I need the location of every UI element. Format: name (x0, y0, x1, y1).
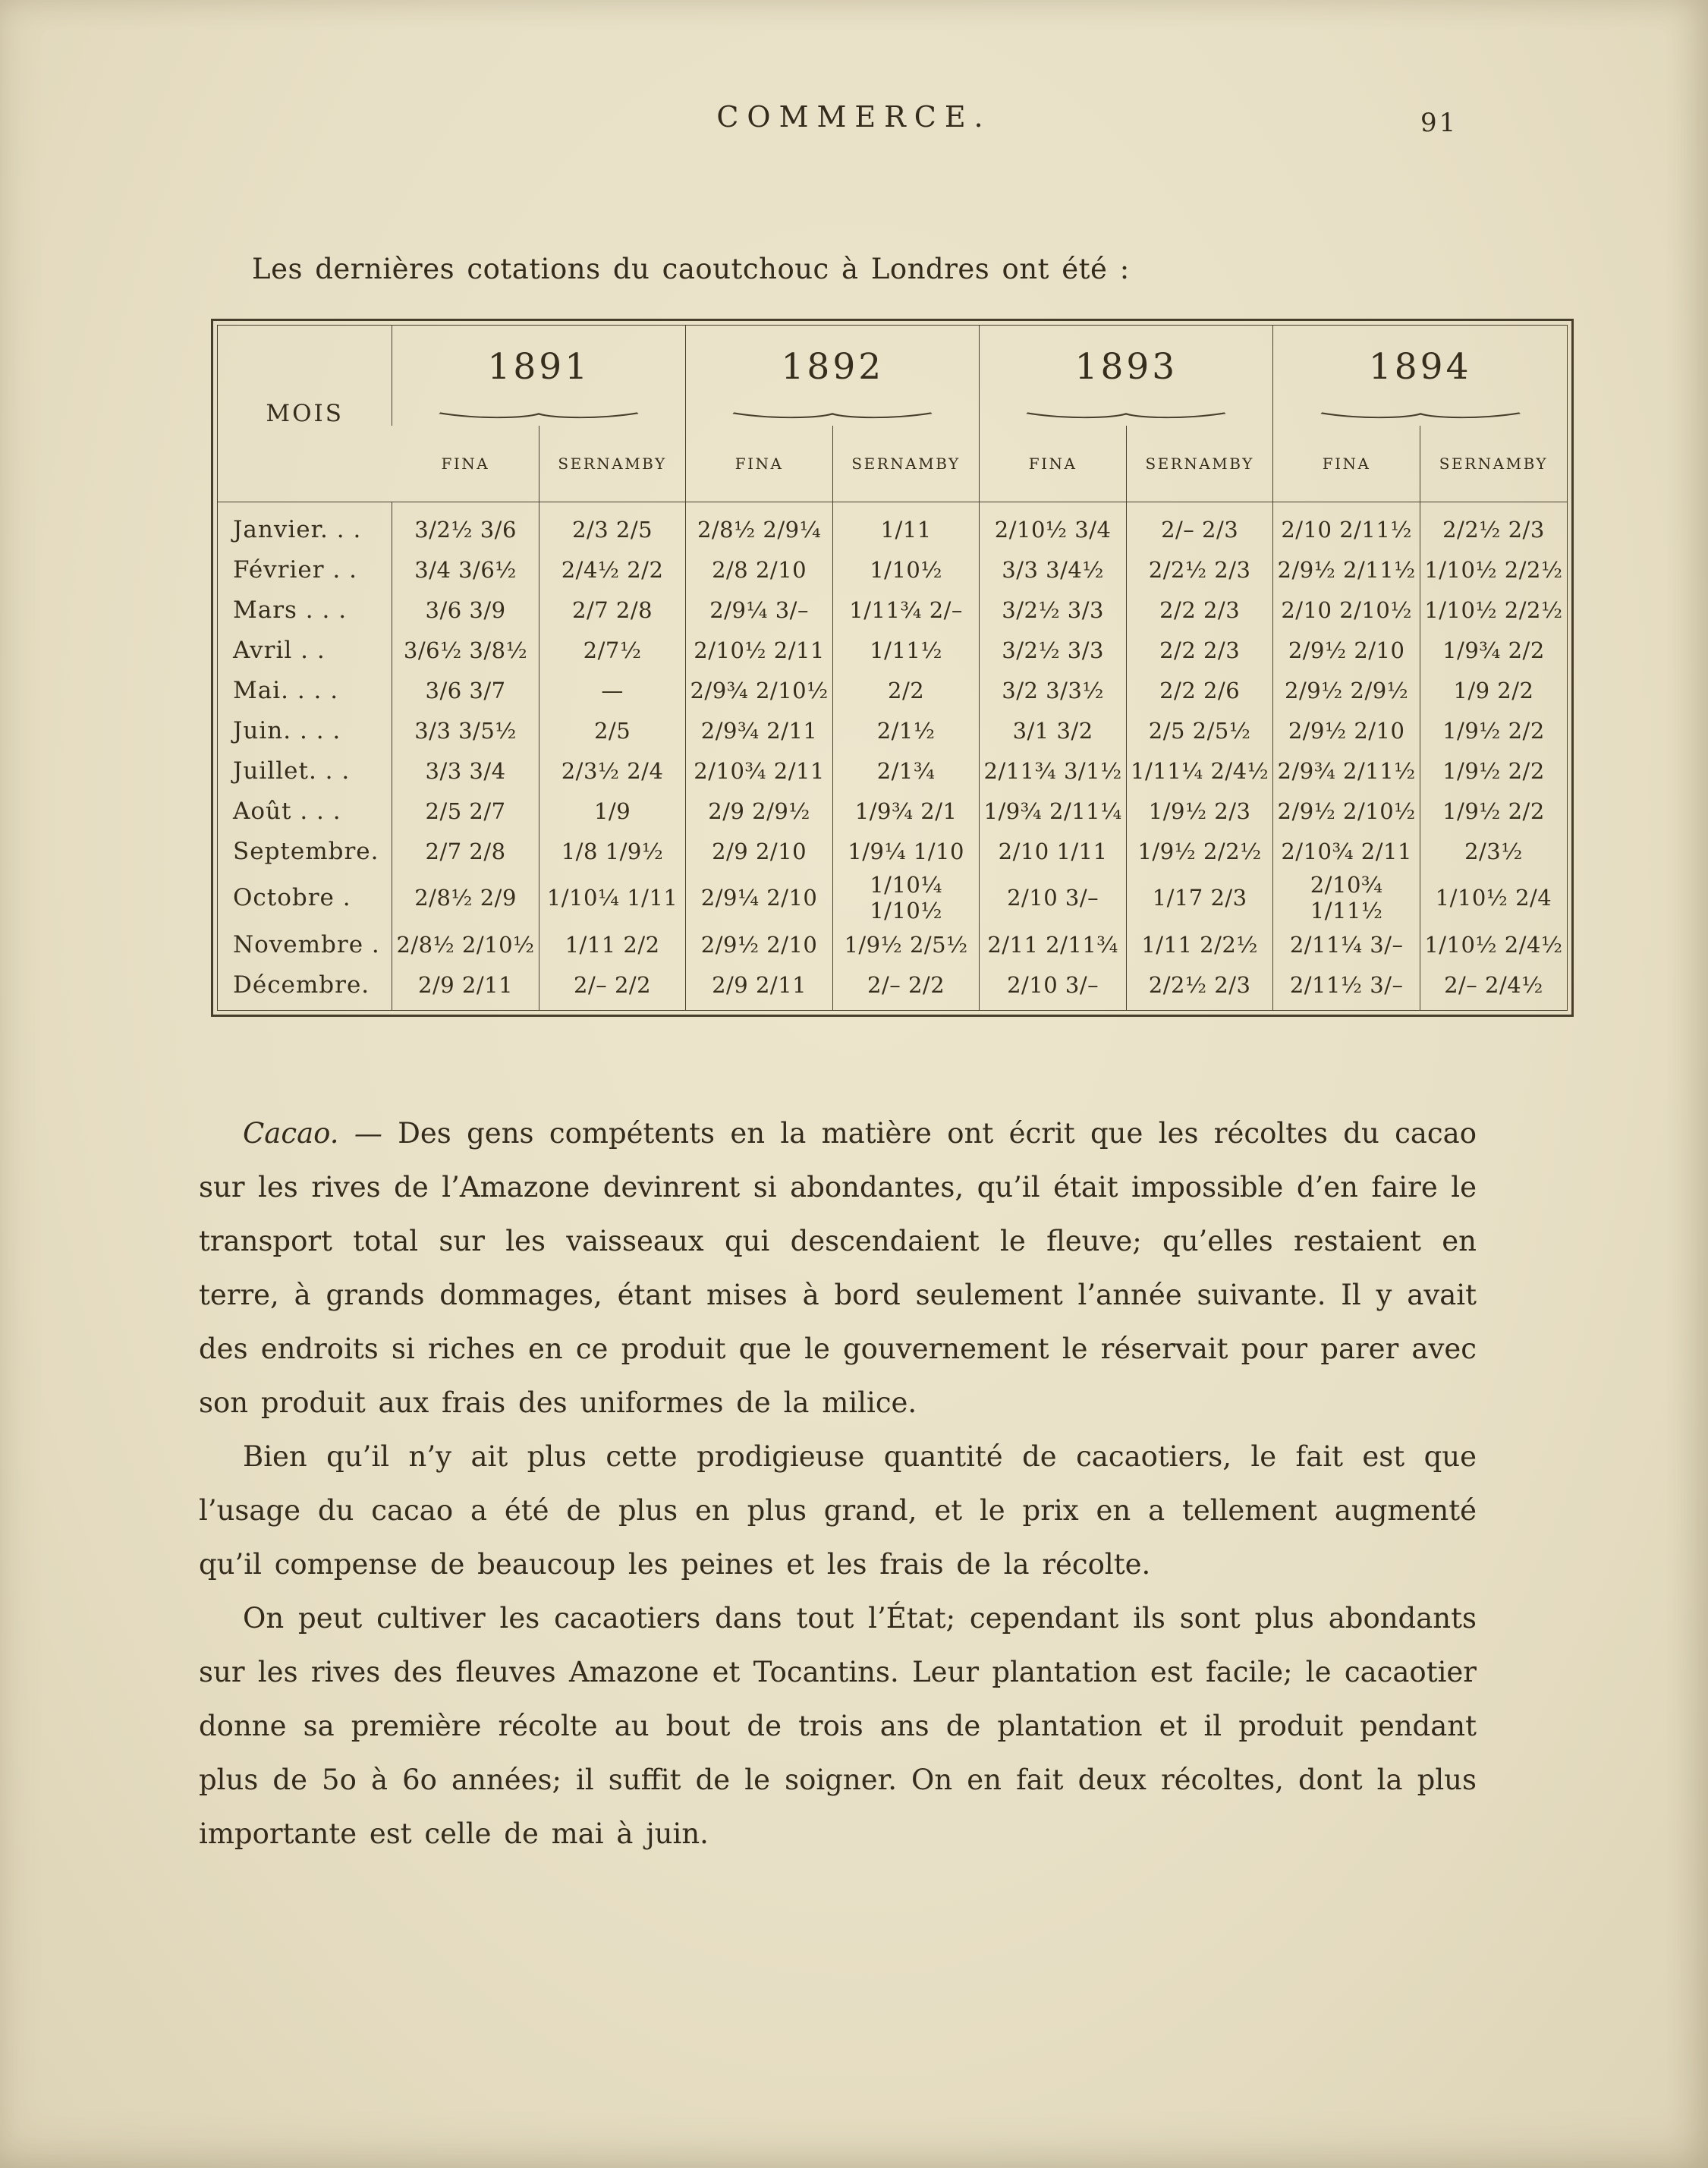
year-label: 1891 (487, 346, 591, 388)
month-cell: Octobre . (233, 884, 351, 911)
page-number: 91 (1420, 108, 1458, 138)
value-cell: 2/11¾ 3/1½ (980, 750, 1127, 791)
value-cell: 2/2 (832, 670, 980, 710)
value-cell: 2/8½ 2/9¼ (686, 502, 833, 550)
value-cell: 1/11¾ 2/– (832, 590, 980, 630)
running-head (0, 100, 1708, 138)
value-cell: 2/– 2/2 (832, 964, 980, 1010)
value-cell: 2/9¼ 2/10 (686, 871, 833, 924)
value-cell: 2/2 2/3 (1126, 630, 1273, 670)
value-cell: 1/10½ 2/2½ (1420, 590, 1567, 630)
month-cell: Septembre. (233, 837, 379, 865)
quotations-table-inner-border (217, 325, 1568, 1011)
value-cell: 1/9½ 2/2 (1420, 791, 1567, 831)
year-brace-icon (1021, 410, 1231, 420)
value-cell: 2/9 2/10 (686, 831, 833, 871)
value-cell: 3/2½ 3/6 (392, 502, 539, 550)
month-cell: Avril . . (233, 636, 326, 664)
year-header-1894 (1273, 326, 1567, 426)
year-brace-icon (433, 410, 644, 420)
subheader-sernamby: SERNAMBY (1126, 426, 1273, 502)
value-cell: 3/4 3/6½ (392, 549, 539, 590)
value-cell: 2/2 2/6 (1126, 670, 1273, 710)
value-cell: 1/10½ 2/2½ (1420, 549, 1567, 590)
value-cell: 1/17 2/3 (1126, 871, 1273, 924)
table-row (218, 791, 1567, 831)
value-cell: 2/1¾ (832, 750, 980, 791)
value-cell: 1/9¼ 1/10 (832, 831, 980, 871)
value-cell: 1/11 2/2½ (1126, 924, 1273, 964)
value-cell: 2/– 2/3 (1126, 502, 1273, 550)
table-row (218, 502, 1567, 550)
table-row (218, 924, 1567, 964)
paragraph-text: Des gens compétents en la matière ont écrit que les récoltes du cacao sur les rives de l’Amazone devinrent si abondantes, qu’il était impossible d’en faire le transport total sur les vaisseaux qui descendaient le fleuve; qu’elles restaient en terre, à grands dommages, étant mises à bord seulement l’année suivante. Il y avait des endroits si riches en ce produit que le gouvernement le réservait pour parer avec son produit aux frais des uniformes de la milice. (199, 1117, 1477, 1419)
value-cell: — (539, 670, 686, 710)
paragraph (199, 1591, 1477, 1861)
value-cell: 3/6 3/7 (392, 670, 539, 710)
year-brace-icon (727, 410, 938, 420)
value-cell: 1/11 (832, 502, 980, 550)
value-cell: 3/3 3/4 (392, 750, 539, 791)
value-cell: 2/9¾ 2/11½ (1273, 750, 1420, 791)
value-cell: 2/9½ 2/10 (1273, 630, 1420, 670)
quotations-table (218, 326, 1567, 1010)
value-cell: 1/11 2/2 (539, 924, 686, 964)
value-cell: 1/9½ 2/3 (1126, 791, 1273, 831)
year-label: 1894 (1368, 346, 1472, 388)
value-cell: 2/7½ (539, 630, 686, 670)
value-cell: 2/8½ 2/10½ (392, 924, 539, 964)
year-label: 1893 (1074, 346, 1178, 388)
subheader-row (218, 426, 1567, 502)
subheader-fina: FINA (1273, 426, 1420, 502)
value-cell: 2/2½ 2/3 (1126, 964, 1273, 1010)
value-cell: 2/4½ 2/2 (539, 549, 686, 590)
page-header-title: COMMERCE. (716, 100, 992, 134)
cacao-lead: Cacao. — (243, 1117, 382, 1150)
table-row (218, 964, 1567, 1010)
body-text (199, 1106, 1477, 1861)
value-cell: 3/2 3/3½ (980, 670, 1127, 710)
month-cell: Janvier. . . (233, 515, 362, 543)
paragraph-text: Bien qu’il n’y ait plus cette prodigieuse quantité de cacaotiers, le fait est que l’usage du cacao a été de plus en plus grand, et le prix en a tellement augmenté qu’il compense de beaucoup les peines et les frais de la récolte. (199, 1440, 1477, 1581)
value-cell: 1/10½ 2/4½ (1420, 924, 1567, 964)
table-row (218, 831, 1567, 871)
value-cell: 2/10¾ 2/11 (686, 750, 833, 791)
subheader-fina: FINA (980, 426, 1127, 502)
value-cell: 2/9½ 2/10 (1273, 710, 1420, 750)
value-cell: 2/5 2/5½ (1126, 710, 1273, 750)
value-cell: 2/5 2/7 (392, 791, 539, 831)
value-cell: 2/10 2/11½ (1273, 502, 1420, 550)
month-cell: Juillet. . . (233, 757, 351, 785)
value-cell: 2/11½ 3/– (1273, 964, 1420, 1010)
value-cell: 2/– 2/4½ (1420, 964, 1567, 1010)
value-cell: 3/3 3/4½ (980, 549, 1127, 590)
value-cell: 1/9¾ 2/2 (1420, 630, 1567, 670)
value-cell: 1/9¾ 2/1 (832, 791, 980, 831)
month-cell: Août . . . (233, 797, 341, 825)
value-cell: 2/11 2/11¾ (980, 924, 1127, 964)
value-cell: 1/11¼ 2/4½ (1126, 750, 1273, 791)
value-cell: 2/1½ (832, 710, 980, 750)
value-cell: 2/3½ 2/4 (539, 750, 686, 791)
value-cell: 2/10½ 3/4 (980, 502, 1127, 550)
month-cell: Mai. . . . (233, 676, 339, 704)
year-header-1891 (392, 326, 686, 426)
value-cell: 2/10¾ 1/11½ (1273, 871, 1420, 924)
value-cell: 2/2½ 2/3 (1126, 549, 1273, 590)
value-cell: 2/8 2/10 (686, 549, 833, 590)
value-cell: 2/10 1/11 (980, 831, 1127, 871)
month-cell: Mars . . . (233, 596, 348, 624)
value-cell: 1/10½ (832, 549, 980, 590)
table-row (218, 630, 1567, 670)
value-cell: 2/10¾ 2/11 (1273, 831, 1420, 871)
year-header-row (218, 326, 1567, 426)
quotations-table-frame (211, 319, 1574, 1017)
value-cell: 2/10 3/– (980, 871, 1127, 924)
value-cell: 2/7 2/8 (539, 590, 686, 630)
value-cell: 2/9¼ 3/– (686, 590, 833, 630)
value-cell: 3/3 3/5½ (392, 710, 539, 750)
intro-line: Les dernières cotations du caoutchouc à Londres ont été : (252, 253, 1130, 285)
value-cell: 2/5 (539, 710, 686, 750)
value-cell: 3/6 3/9 (392, 590, 539, 630)
value-cell: 1/8 1/9½ (539, 831, 686, 871)
table-row (218, 710, 1567, 750)
value-cell: 1/9 2/2 (1420, 670, 1567, 710)
paragraph (199, 1430, 1477, 1591)
value-cell: 2/9¾ 2/11 (686, 710, 833, 750)
value-cell: 1/9½ 2/2 (1420, 710, 1567, 750)
value-cell: 1/10½ 2/4 (1420, 871, 1567, 924)
value-cell: 1/9½ 2/2½ (1126, 831, 1273, 871)
value-cell: 1/9½ 2/5½ (832, 924, 980, 964)
value-cell: 3/6½ 3/8½ (392, 630, 539, 670)
value-cell: 2/3½ (1420, 831, 1567, 871)
subheader-sernamby: SERNAMBY (1420, 426, 1567, 502)
value-cell: 2/9½ 2/10 (686, 924, 833, 964)
value-cell: 1/9¾ 2/11¼ (980, 791, 1127, 831)
value-cell: 1/10¼ 1/10½ (832, 871, 980, 924)
value-cell: 1/11½ (832, 630, 980, 670)
value-cell: 3/1 3/2 (980, 710, 1127, 750)
year-header-1892 (686, 326, 980, 426)
value-cell: 2/2 2/3 (1126, 590, 1273, 630)
value-cell: 2/– 2/2 (539, 964, 686, 1010)
month-cell: Février . . (233, 555, 357, 584)
value-cell: 2/11¼ 3/– (1273, 924, 1420, 964)
subheader-sernamby: SERNAMBY (832, 426, 980, 502)
subheader-fina: FINA (686, 426, 833, 502)
table-body (218, 502, 1567, 1011)
value-cell: 3/2½ 3/3 (980, 590, 1127, 630)
value-cell: 2/3 2/5 (539, 502, 686, 550)
month-cell: Juin. . . . (233, 716, 341, 744)
month-cell: Décembre. (233, 971, 370, 999)
table-row (218, 590, 1567, 630)
value-cell: 2/2½ 2/3 (1420, 502, 1567, 550)
value-cell: 2/9½ 2/9½ (1273, 670, 1420, 710)
year-label: 1892 (781, 346, 885, 388)
value-cell: 2/9 2/9½ (686, 791, 833, 831)
value-cell: 2/10½ 2/11 (686, 630, 833, 670)
value-cell: 2/8½ 2/9 (392, 871, 539, 924)
value-cell: 1/9½ 2/2 (1420, 750, 1567, 791)
table-row (218, 549, 1567, 590)
value-cell: 2/9½ 2/11½ (1273, 549, 1420, 590)
year-brace-icon (1315, 410, 1526, 420)
value-cell: 2/9 2/11 (686, 964, 833, 1010)
paragraph-text: On peut cultiver les cacaotiers dans tout l’État; cependant ils sont plus abondants sur les rives des fleuves Amazone et Tocantins. Leur plantation est facile; le cacaotier donne sa première récolte au bout de trois ans de plantation et il produit pendant plus de 5o à 6o années; il suffit de le soigner. On en fait deux récoltes, dont la plus importante est celle de mai à juin. (199, 1602, 1477, 1850)
value-cell: 1/10¼ 1/11 (539, 871, 686, 924)
mois-header: MOIS (218, 326, 392, 502)
year-header-1893 (980, 326, 1273, 426)
subheader-fina: FINA (392, 426, 539, 502)
table-row (218, 871, 1567, 924)
value-cell: 2/10 2/10½ (1273, 590, 1420, 630)
subheader-sernamby: SERNAMBY (539, 426, 686, 502)
table-row (218, 670, 1567, 710)
value-cell: 3/2½ 3/3 (980, 630, 1127, 670)
value-cell: 2/10 3/– (980, 964, 1127, 1010)
table-row (218, 750, 1567, 791)
value-cell: 2/9¾ 2/10½ (686, 670, 833, 710)
value-cell: 2/7 2/8 (392, 831, 539, 871)
paragraph-cacao (199, 1106, 1477, 1430)
month-cell: Novembre . (233, 930, 380, 958)
value-cell: 2/9 2/11 (392, 964, 539, 1010)
value-cell: 1/9 (539, 791, 686, 831)
value-cell: 2/9½ 2/10½ (1273, 791, 1420, 831)
